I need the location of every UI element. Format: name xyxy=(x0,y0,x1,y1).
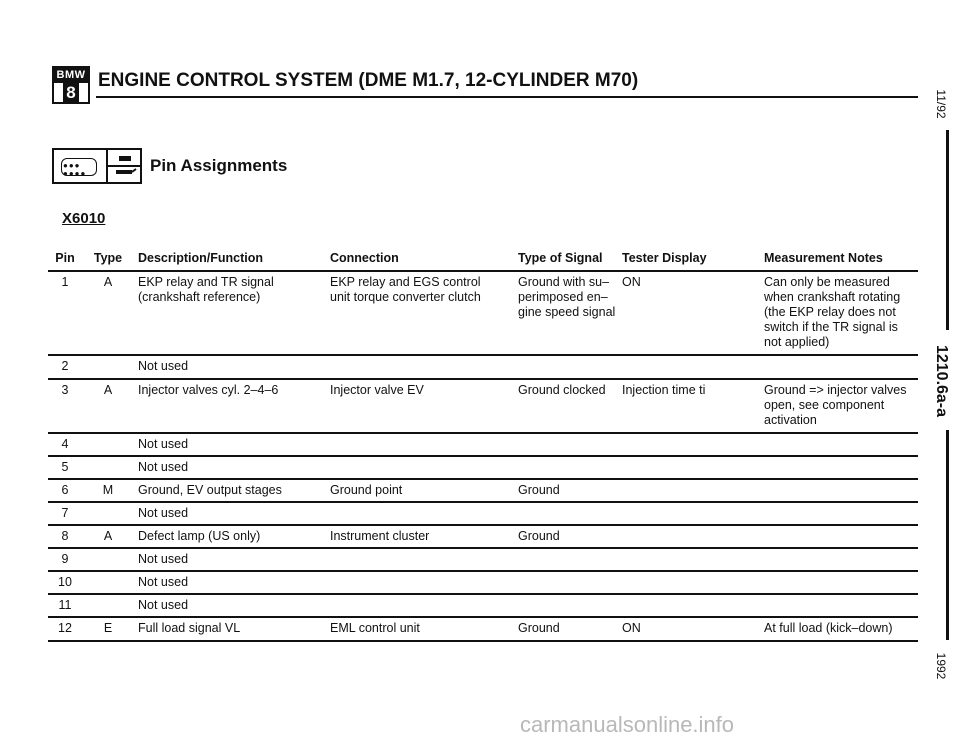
cell-connection: Instrument cluster xyxy=(330,529,430,543)
cell-tester-display: ON xyxy=(622,621,641,635)
header-type: Type xyxy=(93,251,123,265)
cell-description: Not used xyxy=(138,437,189,451)
cell-pin: 9 xyxy=(61,552,69,566)
table-row xyxy=(48,501,918,524)
cell-description: Not used xyxy=(138,598,189,612)
cell-pin: 10 xyxy=(58,575,72,589)
connector-id: X6010 xyxy=(62,210,106,227)
margin-bar-bottom xyxy=(946,430,949,640)
cell-description: Not used xyxy=(138,460,189,474)
plug-icon xyxy=(108,152,140,180)
table-row xyxy=(48,524,918,547)
cell-signal-type: Ground xyxy=(518,483,560,497)
header-description: Description/Function xyxy=(138,251,263,265)
cell-signal-type: Ground xyxy=(518,529,560,543)
margin-date: 11/92 xyxy=(934,89,948,119)
cell-connection: Ground point xyxy=(330,483,403,497)
cell-description: Not used xyxy=(138,552,189,566)
cell-measurement-notes: Can only be measured when crankshaft rotating (the EKP relay does not switch if the TR signal is not applied) xyxy=(764,275,901,349)
cell-pin: 1 xyxy=(61,275,69,289)
table-row xyxy=(48,432,918,455)
cell-tester-display: Injection time ti xyxy=(622,383,706,397)
header-tester-display: Tester Display xyxy=(622,251,707,265)
header-connection: Connection xyxy=(330,251,399,265)
cell-pin: 7 xyxy=(61,506,69,520)
margin-bar-top xyxy=(946,130,949,330)
cell-pin: 12 xyxy=(58,621,72,635)
cell-tester-display: ON xyxy=(622,275,641,289)
cell-pin: 4 xyxy=(61,437,69,451)
cell-type: A xyxy=(103,275,113,289)
cell-measurement-notes: At full load (kick–down) xyxy=(764,621,893,635)
cell-connection: Injector valve EV xyxy=(330,383,424,397)
cell-connection: EKP relay and EGS control unit torque converter clutch xyxy=(330,275,481,304)
cell-description: Injector valves cyl. 2–4–6 xyxy=(138,383,279,397)
cell-pin: 2 xyxy=(61,359,69,373)
cell-type: M xyxy=(102,483,114,497)
table-row xyxy=(48,547,918,570)
bmw-8-logo xyxy=(52,66,90,104)
header-measurement-notes: Measurement Notes xyxy=(764,251,883,265)
cell-type: A xyxy=(103,529,113,543)
pin-assignment-table xyxy=(48,248,918,642)
table-body xyxy=(48,270,918,642)
margin-year: 1992 xyxy=(934,652,948,680)
title-divider xyxy=(96,96,918,98)
cell-description: Defect lamp (US only) xyxy=(138,529,261,543)
watermark: carmanualsonline.info xyxy=(520,712,735,737)
cell-signal-type: Ground xyxy=(518,621,560,635)
connector-pin-icon: ●●● ●●●● xyxy=(52,148,142,184)
table-row xyxy=(48,593,918,616)
section-title: Pin Assignments xyxy=(150,156,288,175)
table-row xyxy=(48,478,918,501)
cell-pin: 6 xyxy=(61,483,69,497)
header-signal-type: Type of Signal xyxy=(518,251,603,265)
cell-description: Full load signal VL xyxy=(138,621,241,635)
cell-description: Not used xyxy=(138,575,189,589)
cell-pin: 11 xyxy=(58,598,72,612)
table-row xyxy=(48,378,918,432)
table-row xyxy=(48,616,918,642)
table-row xyxy=(48,455,918,478)
cell-type: E xyxy=(103,621,113,635)
cell-measurement-notes: Ground => injector valves open, see component activation xyxy=(764,383,907,427)
logo-brand-text: BMW xyxy=(54,68,88,83)
cell-pin: 3 xyxy=(61,383,69,397)
cell-type: A xyxy=(103,383,113,397)
cell-signal-type: Ground with su– perimposed en– gine speed signal xyxy=(518,275,616,319)
cell-pin: 5 xyxy=(61,460,69,474)
cell-description: Ground, EV output stages xyxy=(138,483,282,497)
table-row xyxy=(48,270,918,354)
cell-signal-type: Ground clocked xyxy=(518,383,606,397)
table-row xyxy=(48,354,918,378)
table-row xyxy=(48,570,918,593)
cell-connection: EML control unit xyxy=(330,621,420,635)
table-header xyxy=(48,248,918,270)
logo-model-text: 8 xyxy=(54,83,88,102)
margin-section-code: 1210.6a-a xyxy=(933,344,950,418)
header-pin: Pin xyxy=(55,251,75,265)
cell-description: Not used xyxy=(138,359,189,373)
document-title: ENGINE CONTROL SYSTEM (DME M1.7, 12-CYLINDER M70) xyxy=(98,70,639,91)
cell-description: EKP relay and TR signal (crankshaft reference) xyxy=(138,275,274,304)
cell-description: Not used xyxy=(138,506,189,520)
cell-pin: 8 xyxy=(61,529,69,543)
